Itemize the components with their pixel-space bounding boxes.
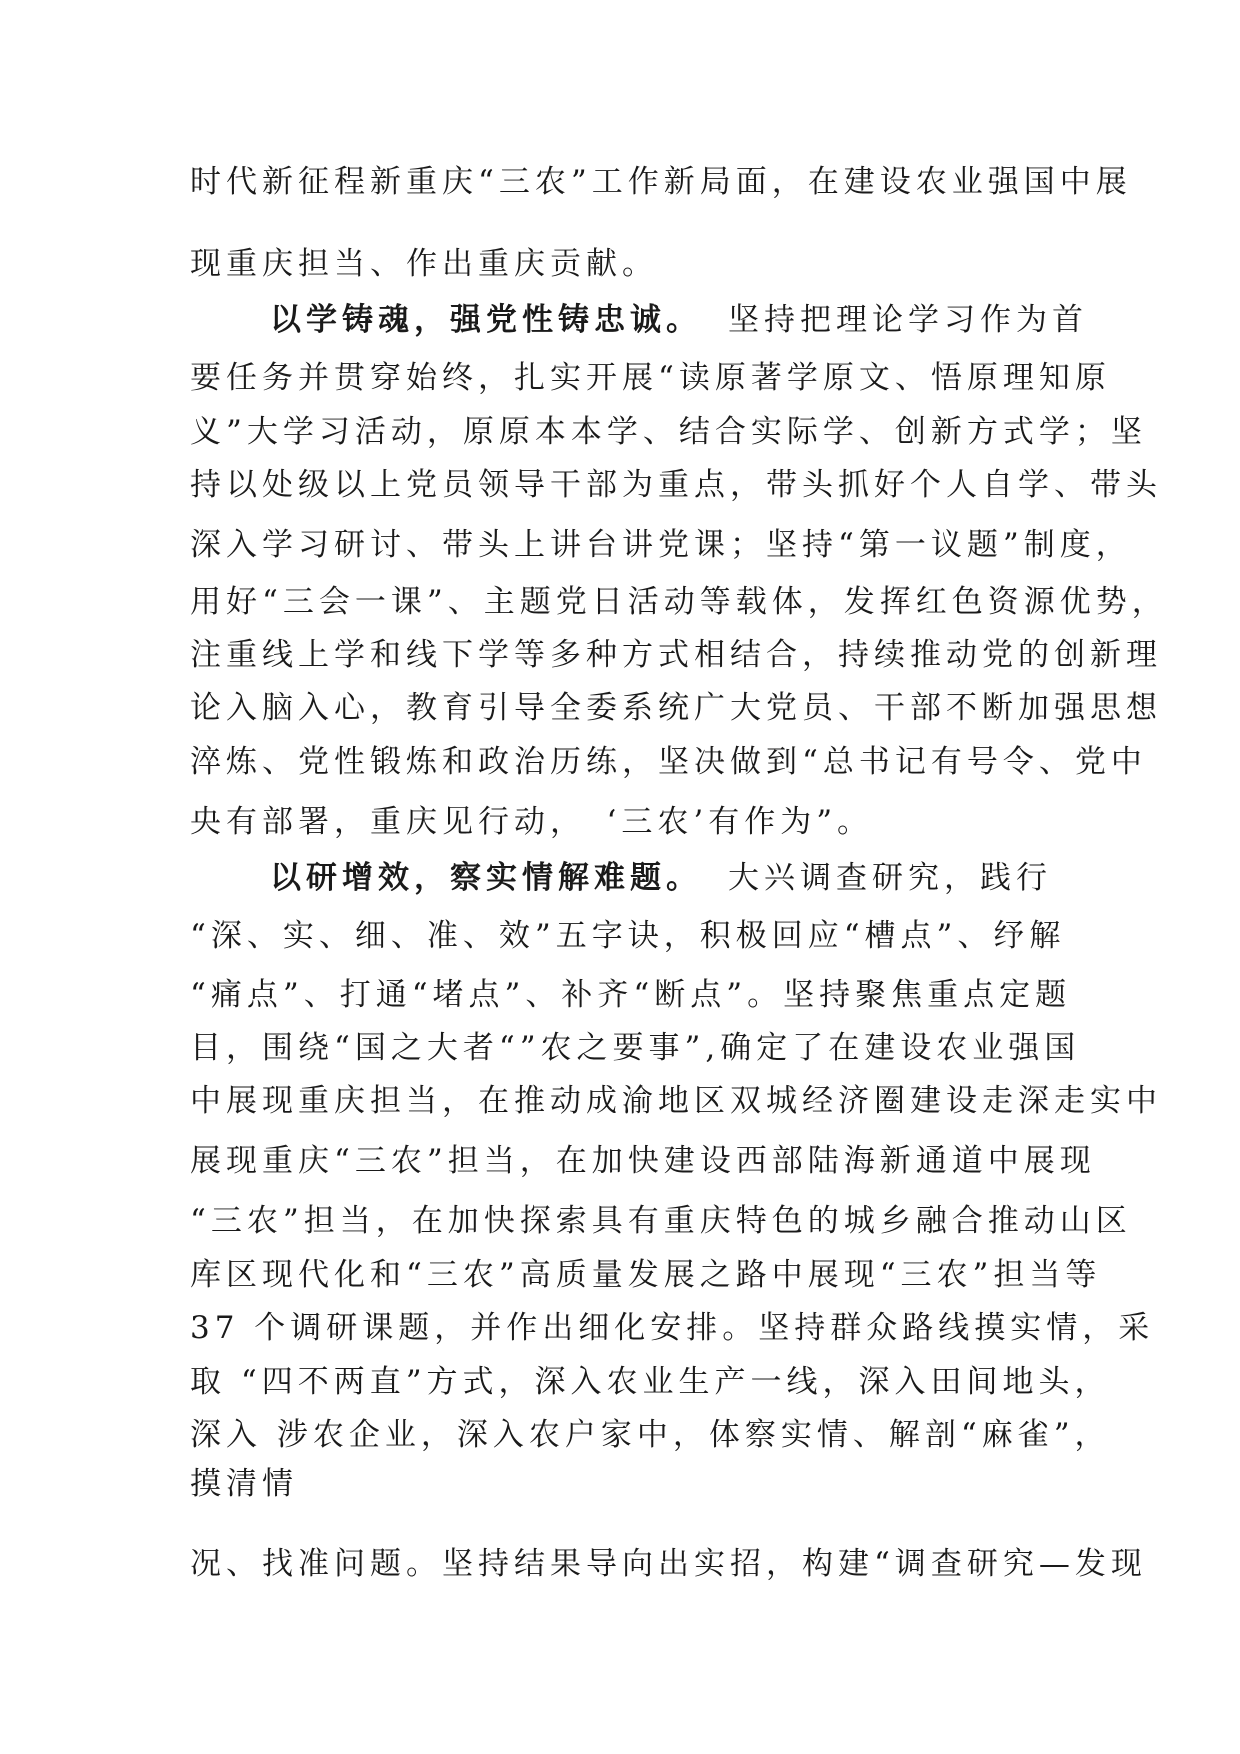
section-1-first-line-text: 坚持把理论学习作为首 bbox=[728, 302, 1088, 338]
text-line: 取 “四不两直”方式，深入农业生产一线，深入田间地头， bbox=[190, 1364, 1111, 1400]
text-line: 时代新征程新重庆“三农”工作新局面，在建设农业强国中展 bbox=[190, 164, 1132, 200]
text-line: 目，围绕“国之大者“”农之要事”,确定了在建设农业强国 bbox=[190, 1030, 1081, 1066]
text-line: 央有部署，重庆见行动， ‘三农’有作为”。 bbox=[190, 804, 874, 840]
text-line: 义”大学习活动，原原本本学、结合实际学、创新方式学；坚 bbox=[190, 414, 1147, 450]
section-1-first-line bbox=[270, 300, 1088, 340]
text-line: 淬炼、党性锻炼和政治历练，坚决做到“总书记有号令、党中 bbox=[190, 744, 1147, 780]
text-line: 深入 涉农企业，深入农户家中，体察实情、解剖“麻雀”， bbox=[190, 1417, 1111, 1453]
text-line: “深、实、细、准、效”五字诀，积极回应“槽点”、纾解 bbox=[190, 918, 1066, 954]
section-2-first-line-text: 大兴调查研究，践行 bbox=[728, 860, 1052, 896]
text-line: 摸清情 bbox=[190, 1466, 298, 1502]
text-line: 深入学习研讨、带头上讲台讲党课；坚持“第一议题”制度， bbox=[190, 527, 1132, 563]
section-2-heading: 以研增效，察实情解难题。 bbox=[270, 860, 702, 896]
text-line: 注重线上学和线下学等多种方式相结合，持续推动党的创新理 bbox=[190, 637, 1162, 673]
text-line: 用好“三会一课”、主题党日活动等载体，发挥红色资源优势， bbox=[190, 584, 1168, 620]
text-line: 现重庆担当、作出重庆贡献。 bbox=[190, 246, 658, 282]
text-line: “痛点”、打通“堵点”、补齐“断点”。坚持聚焦重点定题 bbox=[190, 977, 1072, 1013]
text-line: 况、找准问题。坚持结果导向出实招，构建“调查研究—发现 bbox=[190, 1546, 1147, 1582]
text-line: 论入脑入心，教育引导全委系统广大党员、干部不断加强思想 bbox=[190, 690, 1162, 726]
text-line: 要任务并贯穿始终，扎实开展“读原著学原文、悟原理知原 bbox=[190, 360, 1111, 396]
text-line: 中展现重庆担当，在推动成渝地区双城经济圈建设走深走实中 bbox=[190, 1083, 1162, 1119]
text-line: 展现重庆“三农”担当，在加快建设西部陆海新通道中展现 bbox=[190, 1143, 1096, 1179]
section-2-first-line bbox=[270, 858, 1052, 898]
section-1-heading: 以学铸魂，强党性铸忠诚。 bbox=[270, 302, 702, 338]
text-line: “三农”担当，在加快探索具有重庆特色的城乡融合推动山区 bbox=[190, 1203, 1132, 1239]
text-line: 库区现代化和“三农”高质量发展之路中展现“三农”担当等 bbox=[190, 1257, 1102, 1293]
text-line: 37 个调研课题，并作出细化安排。坚持群众路线摸实情，采 bbox=[190, 1310, 1155, 1346]
text-line: 持以处级以上党员领导干部为重点，带头抓好个人自学、带头 bbox=[190, 467, 1162, 503]
